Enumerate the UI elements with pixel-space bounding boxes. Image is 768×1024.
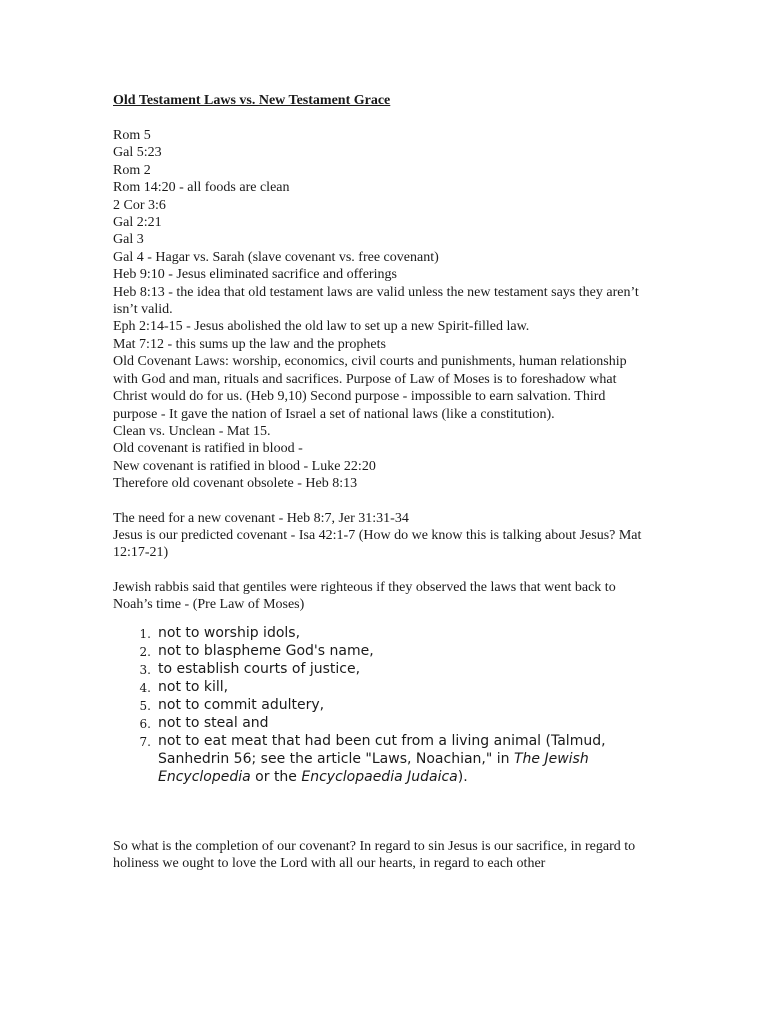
list-item-text: ). <box>457 768 468 785</box>
spacer <box>113 786 653 838</box>
reference-line: Rom 5 <box>113 128 151 143</box>
reference-line: Rom 2 <box>113 162 151 178</box>
list-item-text: to establish courts of justice, <box>158 660 361 677</box>
noahide-laws-list <box>113 624 653 786</box>
reference-line: Therefore old covenant obsolete - Heb 8:13 <box>113 476 358 492</box>
list-item <box>113 678 653 696</box>
rabbis-paragraph: Jewish rabbis said that gentiles were righteous if they observed the laws that went back to Noah’s time - (Pre Law of Moses) <box>113 579 616 613</box>
reference-line: Rom 14:20 - all foods are clean <box>113 180 290 196</box>
citation-title: The Jewish Encyclopedia <box>158 750 589 785</box>
list-number: 3. <box>139 662 151 677</box>
list-item <box>113 714 653 732</box>
list-item-text: or the <box>250 768 302 785</box>
closing-paragraph: So what is the completion of our covenant? In regard to sin Jesus is our sacrifice, in regard to holiness we ought to love the Lord with all our hearts, in regard to each other <box>113 838 636 871</box>
reference-line: Heb 9:10 - Jesus eliminated sacrifice and offerings <box>113 267 397 283</box>
reference-line: Old covenant is ratified in blood - <box>113 441 303 457</box>
list-item-text: not to blaspheme God's name, <box>158 642 374 659</box>
list-number: 1. <box>139 626 151 641</box>
reference-list <box>113 127 653 493</box>
list-item-text: not to kill, <box>158 678 229 695</box>
list-number: 4. <box>139 680 151 695</box>
spacer <box>113 562 653 579</box>
list-number: 7. <box>139 734 151 749</box>
list-number: 5. <box>139 698 151 713</box>
spacer <box>113 493 653 510</box>
document-page <box>113 92 653 872</box>
reference-line: Gal 4 - Hagar vs. Sarah (slave covenant vs. free covenant) <box>113 249 439 265</box>
document-title: Old Testament Laws vs. New Testament Grace <box>113 93 391 108</box>
list-item <box>113 624 653 642</box>
reference-line: 2 Cor 3:6 <box>113 197 166 213</box>
covenant-line: Jesus is our predicted covenant - Isa 42:1-7 (How do we know this is talking about Jesus? Mat 12:17-21) <box>113 527 642 561</box>
list-item-text: not to worship idols, <box>158 624 301 641</box>
reference-line: New covenant is ratified in blood - Luke 22:20 <box>113 458 376 474</box>
new-covenant-section <box>113 510 653 562</box>
list-item <box>113 660 653 678</box>
list-item-text: not to commit adultery, <box>158 696 325 713</box>
citation-title: Encyclopaedia Judaica <box>301 768 458 785</box>
list-item-text: not to eat meat that had been cut from a living animal (Talmud, Sanhedrin 56; see the article "Laws, Noachian," in <box>158 732 606 767</box>
reference-line: Eph 2:14-15 - Jesus abolished the old law to set up a new Spirit-filled law. <box>113 319 530 335</box>
list-item-text: not to steal and <box>158 714 269 731</box>
list-item <box>113 732 653 786</box>
list-number: 2. <box>139 644 151 659</box>
reference-line: Gal 2:21 <box>113 215 162 231</box>
list-number: 6. <box>139 716 151 731</box>
list-item <box>113 696 653 714</box>
reference-line: Gal 3 <box>113 232 144 248</box>
reference-line: Gal 5:23 <box>113 145 162 161</box>
list-item <box>113 642 653 660</box>
reference-line: Clean vs. Unclean - Mat 15. <box>113 423 271 439</box>
old-covenant-paragraph: Old Covenant Laws: worship, economics, civil courts and punishments, human relationship with God and man, rituals and sacrifices. Purpose of Law of Moses is to foreshadow what Christ would do for us. (Heb 9,10) Second purpose - impossible to earn salvation. Third purpose - It gave the nation of Israel a set of national laws (like a constitution). <box>113 354 627 422</box>
reference-line: Heb 8:13 - the idea that old testament laws are valid unless the new testament says they aren’t isn’t valid. <box>113 284 639 318</box>
covenant-line: The need for a new covenant - Heb 8:7, Jer 31:31-34 <box>113 510 409 526</box>
reference-line: Mat 7:12 - this sums up the law and the prophets <box>113 336 386 352</box>
